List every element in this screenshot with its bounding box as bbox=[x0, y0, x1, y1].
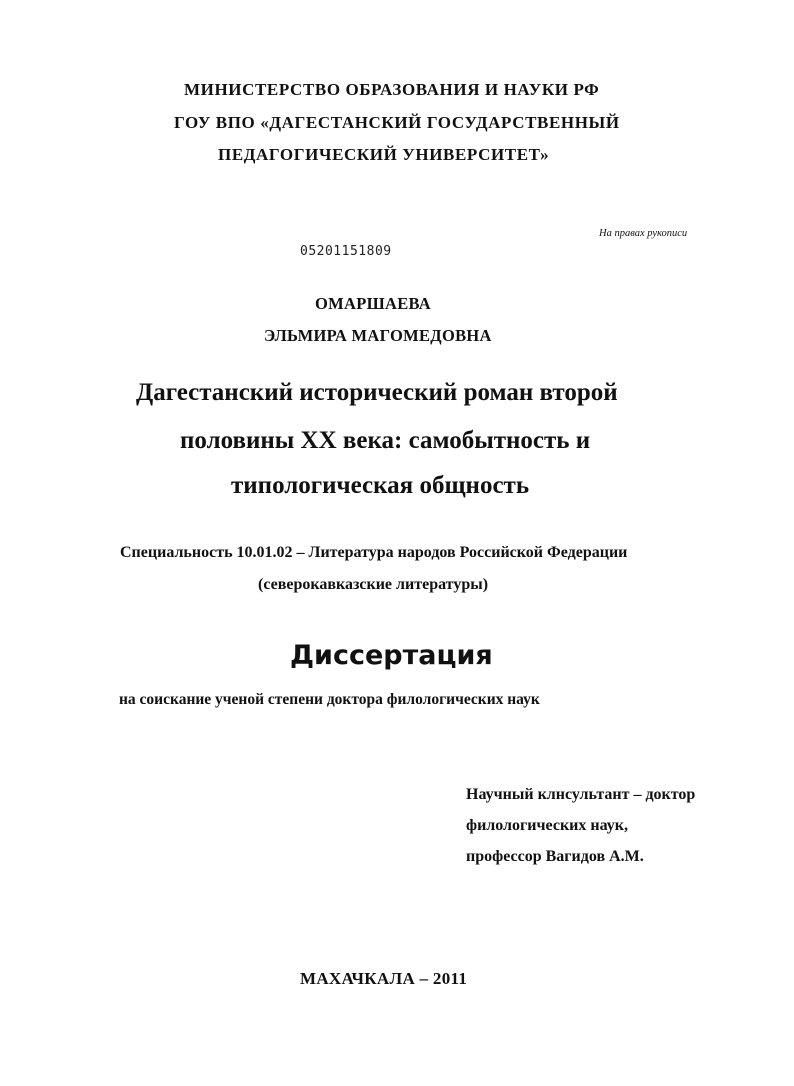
dissertation-title-line-2: половины XX века: самобытность и bbox=[180, 427, 591, 454]
consultant-line-1: Научный клнсультант – доктор bbox=[466, 786, 696, 803]
dissertation-title-line-3: типологическая общность bbox=[231, 472, 530, 499]
ministry-name: МИНИСТЕРСТВО ОБРАЗОВАНИЯ И НАУКИ РФ bbox=[184, 80, 600, 99]
specialty-line-1: Специальность 10.01.02 – Литература народов Российской Федерации bbox=[120, 544, 628, 561]
consultant-line-3: профессор Вагидов А.М. bbox=[466, 848, 644, 865]
serial-number-stamp: 05201151809 bbox=[300, 244, 392, 259]
university-name-line-1: ГОУ ВПО «ДАГЕСТАНСКИЙ ГОСУДАРСТВЕННЫЙ bbox=[174, 113, 620, 132]
manuscript-rights-note: На правах рукописи bbox=[599, 228, 688, 239]
consultant-line-2: филологических наук, bbox=[466, 817, 628, 834]
author-surname: ОМАРШАЕВА bbox=[315, 294, 432, 313]
university-name-line-2: ПЕДАГОГИЧЕСКИЙ УНИВЕРСИТЕТ» bbox=[218, 145, 550, 164]
city-and-year: МАХАЧКАЛА – 2011 bbox=[300, 969, 468, 988]
dissertation-title-line-1: Дагестанский исторический роман второй bbox=[136, 379, 618, 406]
specialty-line-2: (северокавказские литературы) bbox=[258, 576, 489, 593]
author-given-names: ЭЛЬМИРА МАГОМЕДОВНА bbox=[264, 326, 492, 345]
degree-statement: на соискание ученой степени доктора филологических наук bbox=[119, 691, 540, 708]
document-type-heading: Диссертация bbox=[290, 640, 493, 671]
